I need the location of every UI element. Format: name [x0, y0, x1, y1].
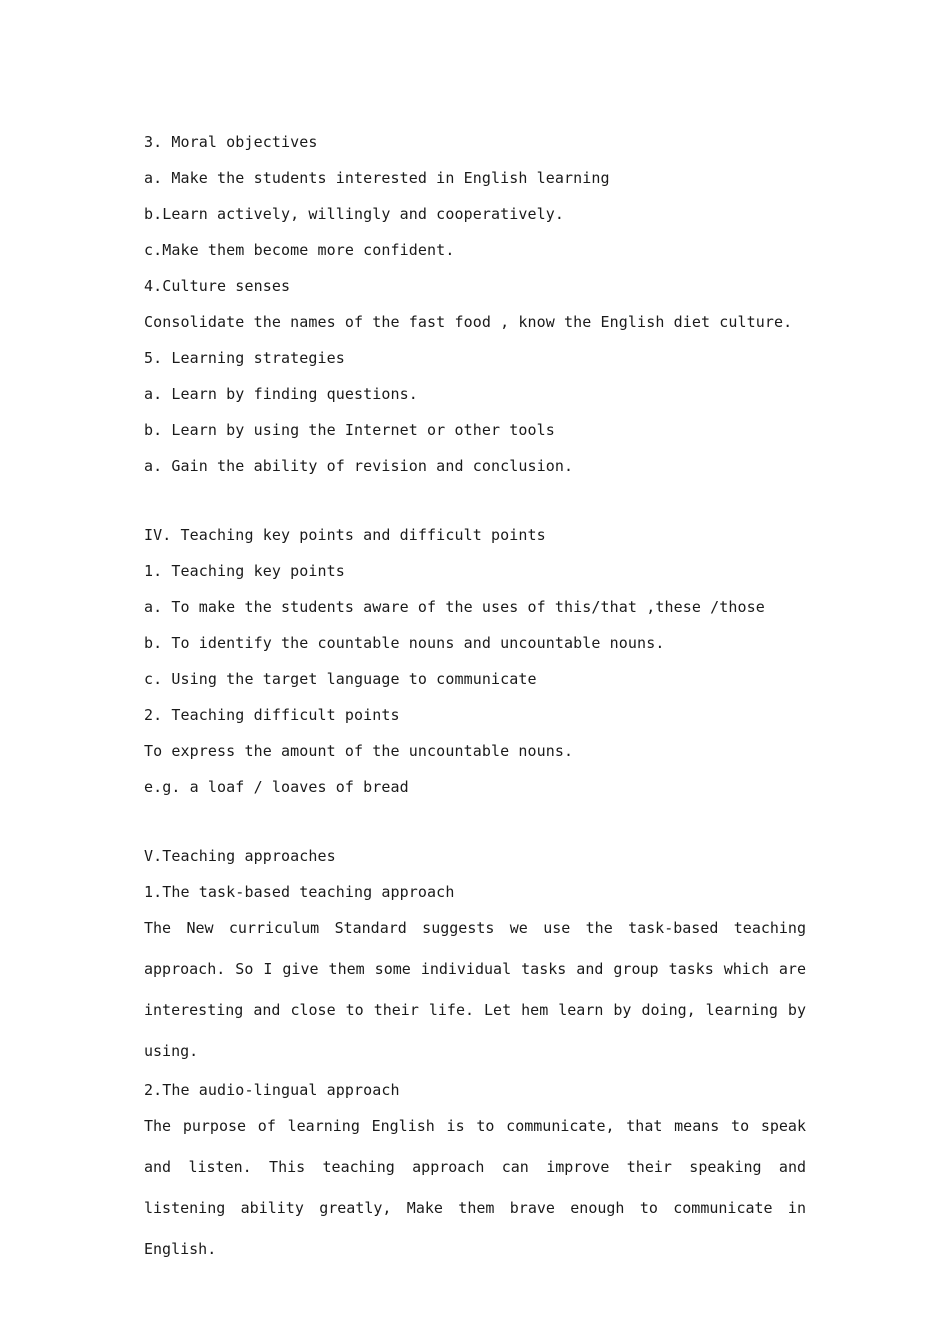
moral-objectives-heading: 3. Moral objectives: [144, 133, 318, 151]
key-point-item-a: a. To make the students aware of the uses of this/that ,these /those: [144, 598, 765, 616]
key-point-item-c: c. Using the target language to communicate: [144, 670, 537, 688]
audio-lingual-approach-heading: 2.The audio-lingual approach: [144, 1081, 400, 1099]
difficult-points-heading: 2. Teaching difficult points: [144, 706, 400, 724]
culture-senses-text: Consolidate the names of the fast food , know the English diet culture.: [144, 313, 793, 331]
difficult-points-example: e.g. a loaf / loaves of bread: [144, 778, 409, 796]
section-gap: [144, 805, 806, 838]
teaching-approaches-heading: V.Teaching approaches: [144, 847, 336, 865]
difficult-points-text: To express the amount of the uncountable nouns.: [144, 742, 574, 760]
culture-senses-heading: 4.Culture senses: [144, 277, 291, 295]
strategy-item-a: a. Learn by finding questions.: [144, 385, 418, 403]
strategy-item-c: a. Gain the ability of revision and conclusion.: [144, 457, 574, 475]
strategy-item-b: b. Learn by using the Internet or other tools: [144, 421, 555, 439]
task-based-approach-heading: 1.The task-based teaching approach: [144, 883, 455, 901]
moral-item-b: b.Learn actively, willingly and cooperatively.: [144, 205, 565, 223]
moral-item-c: c.Make them become more confident.: [144, 241, 455, 259]
moral-item-a: a. Make the students interested in English learning: [144, 169, 610, 187]
key-points-heading: 1. Teaching key points: [144, 562, 345, 580]
document-page: [144, 124, 806, 1270]
key-point-item-b: b. To identify the countable nouns and uncountable nouns.: [144, 634, 665, 652]
audio-lingual-approach-text: The purpose of learning English is to communicate, that means to speak and listen. This teaching approach can improve their speaking and listening ability greatly, Make them brave enough to communicate in English.: [144, 1117, 806, 1258]
key-points-section-heading: IV. Teaching key points and difficult points: [144, 526, 546, 544]
task-based-approach-text: The New curriculum Standard suggests we use the task-based teaching approach. So I give them some individual tasks and group tasks which are interesting and close to their life. Let hem learn by doing, learning by using.: [144, 919, 806, 1060]
section-gap: [144, 484, 806, 517]
learning-strategies-heading: 5. Learning strategies: [144, 349, 345, 367]
